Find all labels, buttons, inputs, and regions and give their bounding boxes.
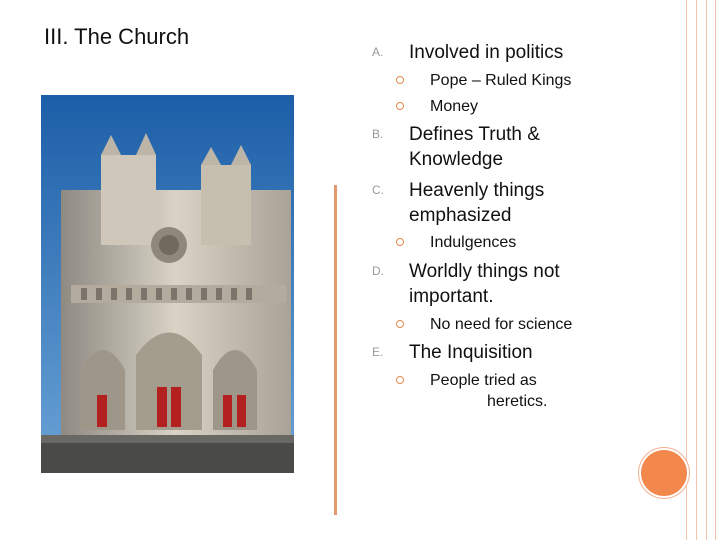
circle-bullet-icon bbox=[396, 76, 404, 84]
sub-item-heretics-line1: People tried as bbox=[430, 372, 537, 389]
circle-bullet-icon bbox=[396, 376, 404, 384]
sub-item-science: No need for science bbox=[430, 316, 573, 333]
sub-item-heretics-line2: heretics. bbox=[487, 393, 548, 410]
outline-item-c-line2: emphasized bbox=[409, 205, 512, 226]
frame-line-1 bbox=[686, 0, 687, 540]
outline-item-b-line1: Defines Truth & bbox=[409, 124, 540, 145]
outline-item-e: The Inquisition bbox=[409, 342, 533, 363]
circle-bullet-icon bbox=[396, 238, 404, 246]
outline-item-c-line1: Heavenly things bbox=[409, 180, 545, 201]
vertical-divider bbox=[334, 185, 337, 515]
outline-marker-a: A. bbox=[372, 45, 384, 59]
outline-marker-e: E. bbox=[372, 345, 384, 359]
slide-title: III. The Church bbox=[44, 24, 190, 49]
outline-item-a: Involved in politics bbox=[409, 42, 564, 63]
outline-marker-b: B. bbox=[372, 127, 384, 141]
decorative-circle bbox=[641, 450, 687, 496]
sub-item-money: Money bbox=[430, 98, 479, 115]
frame-line-4 bbox=[715, 0, 716, 540]
outline-item-d-line2: important. bbox=[409, 286, 494, 307]
circle-bullet-icon bbox=[396, 320, 404, 328]
frame-line-2 bbox=[696, 0, 697, 540]
outline-item-d-line1: Worldly things not bbox=[409, 261, 560, 282]
cathedral-photo bbox=[41, 95, 294, 473]
sub-item-pope: Pope – Ruled Kings bbox=[430, 72, 572, 89]
circle-bullet-icon bbox=[396, 102, 404, 110]
frame-line-3 bbox=[706, 0, 707, 540]
outline-marker-c: C. bbox=[372, 183, 384, 197]
outline-marker-d: D. bbox=[372, 264, 384, 278]
sub-item-indulgences: Indulgences bbox=[430, 234, 517, 251]
outline-item-b-line2: Knowledge bbox=[409, 149, 504, 170]
